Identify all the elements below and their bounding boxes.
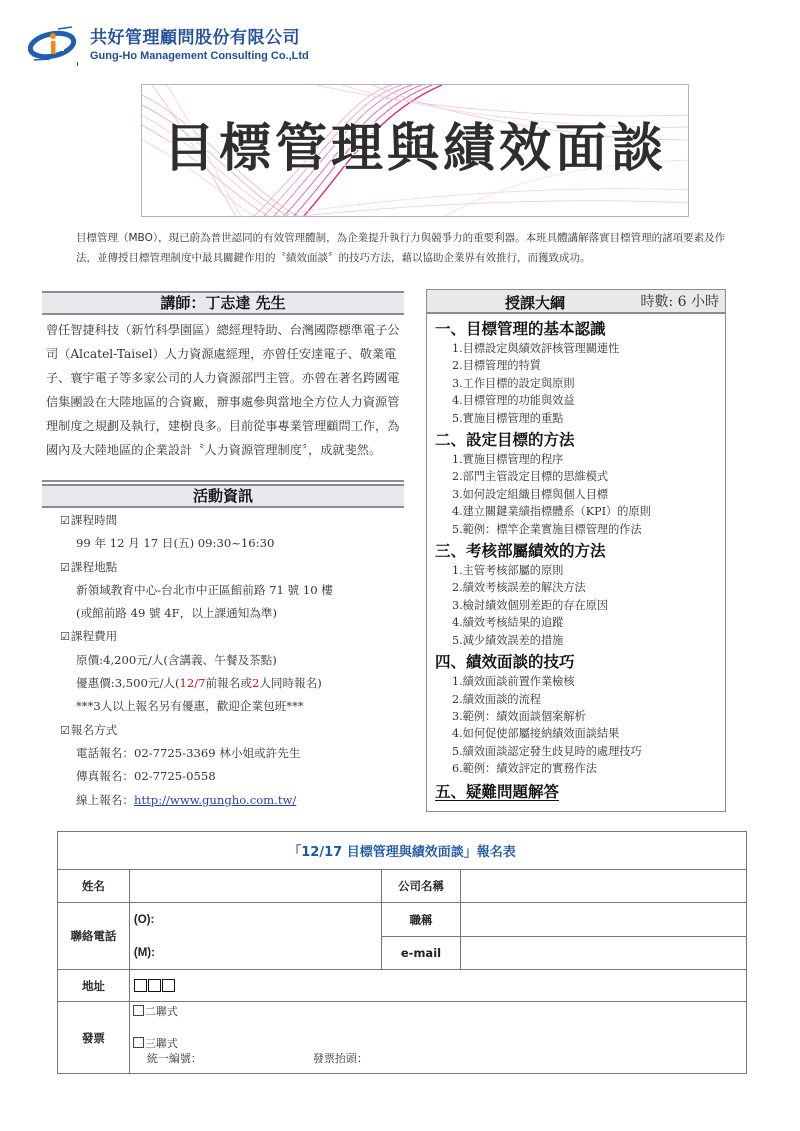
signup-online: 線上報名：http://www.gungho.com.tw/ — [76, 792, 297, 807]
gungho-logo-icon — [28, 26, 80, 62]
course-location-address: 新領域教育中心-台北市中正區館前路 71 號 10 樓 — [76, 582, 333, 597]
invoice-duplicate-option[interactable]: 二聯式 — [133, 1004, 746, 1019]
chapter-title: 四、績效面談的技巧 — [435, 653, 575, 672]
address-label: 地址 — [58, 970, 130, 1002]
checkbox-icon[interactable] — [133, 1005, 144, 1016]
topic-item: 6.範例：績效評定的實務作法 — [452, 762, 597, 776]
course-introduction: 目標管理（MBO），現已蔚為普世認同的有效管理體制，為企業提升執行力與競爭力的重要利器。本班具體講解落實目標管理的諸項要素及作法，並傳授目標管理制度中最具關鍵作用的〝績效面談〞的技巧方法，藉以協助企業界有效推行，而獲致成功。 — [76, 232, 726, 264]
topic-item: 5.績效面談認定發生歧見時的處理技巧 — [452, 744, 642, 758]
chapter-title: 三、考核部屬績效的方法 — [435, 542, 606, 561]
company-name — [90, 28, 309, 63]
course-time-label: ☑課程時間 — [60, 513, 118, 527]
chapter-title: 一、目標管理的基本認識 — [435, 320, 606, 338]
topic-item: 5.減少績效誤差的措施 — [452, 633, 564, 647]
topic-item: 2.績效面談的流程 — [452, 692, 541, 706]
postal-code-box[interactable] — [162, 979, 175, 992]
topic-item: 3.工作目標的設定與原則 — [452, 376, 575, 390]
course-location-note: (或館前路 49 號 4F，以上課通知為準) — [76, 606, 277, 621]
company-name-english: Gung-Ho Management Consulting Co.,Ltd — [90, 50, 309, 62]
course-location-label: ☑課程地點 — [60, 559, 118, 574]
syllabus-title: 授課大綱 — [505, 294, 566, 312]
job-title-field[interactable] — [461, 903, 747, 937]
signup-phone: 電話報名：02-7725-3369 林小姐或許先生 — [76, 745, 301, 760]
signup-fax: 傳真報名：02-7725-0558 — [76, 769, 216, 784]
course-fee-label: ☑課程費用 — [60, 629, 118, 644]
topic-item: 1.目標設定與績效評核管理關連性 — [452, 342, 620, 355]
course-banner — [141, 84, 689, 217]
topic-item: 3.範例：績效面談個案解析 — [452, 709, 586, 723]
topic-item: 2.目標管理的特質 — [452, 359, 541, 373]
syllabus-header — [427, 290, 725, 314]
company-name-chinese: 共好管理顧問股份有限公司 — [90, 28, 300, 48]
invoice-options — [129, 1002, 746, 1074]
signup-method-label: ☑報名方式 — [60, 722, 118, 737]
email-field[interactable] — [461, 937, 747, 970]
checkbox-checked-icon: ☑ — [60, 560, 70, 574]
syllabus-box — [426, 289, 726, 812]
course-hours: 時數: 6 小時 — [640, 294, 719, 310]
topic-item: 3.如何設定組織目標與個人目標 — [452, 487, 609, 501]
divider-mark — [77, 62, 78, 66]
topic-item: 1.績效面談前置作業檢核 — [452, 675, 575, 689]
invoice-triplicate-option[interactable]: 三聯式 — [133, 1036, 746, 1051]
topic-item: 4.建立關鍵業績指標體系（KPI）的原則 — [452, 505, 651, 519]
name-label: 姓名 — [58, 870, 130, 903]
email-label: e-mail — [381, 937, 461, 970]
form-title: 「12/17 目標管理與績效面談」報名表 — [58, 832, 747, 870]
syllabus-content — [435, 316, 721, 803]
chapter-title: 五、疑難問題解答 — [435, 782, 560, 801]
checkbox-checked-icon: ☑ — [60, 723, 70, 737]
fee-discount-price: 優惠價:3,500元/人(12/7前報名或2人同時報名) — [76, 676, 322, 691]
instructor-heading: 講師：丁志達 先生 — [42, 291, 404, 315]
checkbox-checked-icon: ☑ — [60, 630, 70, 644]
topic-item: 5.實施目標管理的重點 — [452, 411, 564, 425]
activity-info — [60, 509, 410, 812]
topic-item: 4.目標管理的功能與效益 — [452, 394, 575, 408]
address-field[interactable] — [129, 970, 746, 1002]
topic-item: 4.績效考核結果的追蹤 — [452, 616, 564, 630]
instructor-bio: 曾任智捷科技（新竹科學園區）總經理特助、台灣國際標準電子公司（Alcatel-Taisel）人力資源處經理，亦曾任安達電子、敬業電子、寰宇電子等多家公司的人力資源部門主管。亦曾在著名跨國電信集團設在大陸地區的合資廠，辦事處參與當地全方位人力資源管理制度之規劃及執行，建樹良多。目前從事專業管理顧問工作，為國內及大陸地區的企業設計〝人力資源管理制度〞，成就斐然。 — [46, 323, 400, 457]
banner-title: 目標管理與績效面談 — [162, 119, 667, 179]
topic-item: 1.主管考核部屬的原則 — [452, 564, 564, 578]
topic-item: 4.如何促使部屬接納績效面談結果 — [452, 727, 620, 741]
postal-code-box[interactable] — [134, 979, 147, 992]
invoice-header-label: 發票抬頭： — [312, 1052, 368, 1065]
mobile-phone-field[interactable]: (M): — [129, 937, 381, 970]
postal-code-box[interactable] — [148, 979, 161, 992]
tax-id-label: 統一編號： — [146, 1052, 202, 1065]
job-title-label: 職稱 — [381, 903, 461, 937]
topic-item: 2.部門主管設定目標的思維模式 — [452, 470, 609, 484]
topic-item: 2.績效考核誤差的解決方法 — [452, 581, 586, 595]
section-divider — [42, 480, 404, 482]
company-logo — [28, 26, 80, 62]
fee-group-discount: ***3人以上報名另有優惠，歡迎企業包班*** — [76, 699, 304, 714]
company-field[interactable] — [461, 870, 747, 903]
website-link[interactable]: http://www.gungho.com.tw/ — [133, 792, 297, 807]
chapter-title: 二、設定目標的方法 — [435, 431, 575, 450]
activity-info-heading: 活動資訊 — [42, 484, 404, 508]
invoice-details — [133, 1051, 746, 1066]
checkbox-checked-icon: ☑ — [60, 514, 70, 527]
course-time-value: 99 年 12 月 17 日(五) 09:30~16:30 — [76, 536, 275, 551]
name-field[interactable] — [129, 870, 381, 903]
topic-item: 3.檢討績效個別差距的存在原因 — [452, 598, 609, 612]
topic-item: 1.實施目標管理的程序 — [452, 453, 564, 467]
postal-code-boxes[interactable] — [134, 979, 176, 992]
invoice-label: 發票 — [58, 1002, 130, 1074]
registration-form — [57, 831, 747, 1074]
checkbox-icon[interactable] — [133, 1037, 144, 1048]
company-label: 公司名稱 — [381, 870, 461, 903]
office-phone-field[interactable]: (O): — [129, 903, 381, 937]
phone-label: 聯絡電話 — [58, 903, 130, 970]
topic-item: 5.範例：標竿企業實施目標管理的作法 — [452, 522, 642, 536]
fee-original-price: 原價:4,200元/人(含講義、午餐及茶點) — [76, 652, 277, 667]
